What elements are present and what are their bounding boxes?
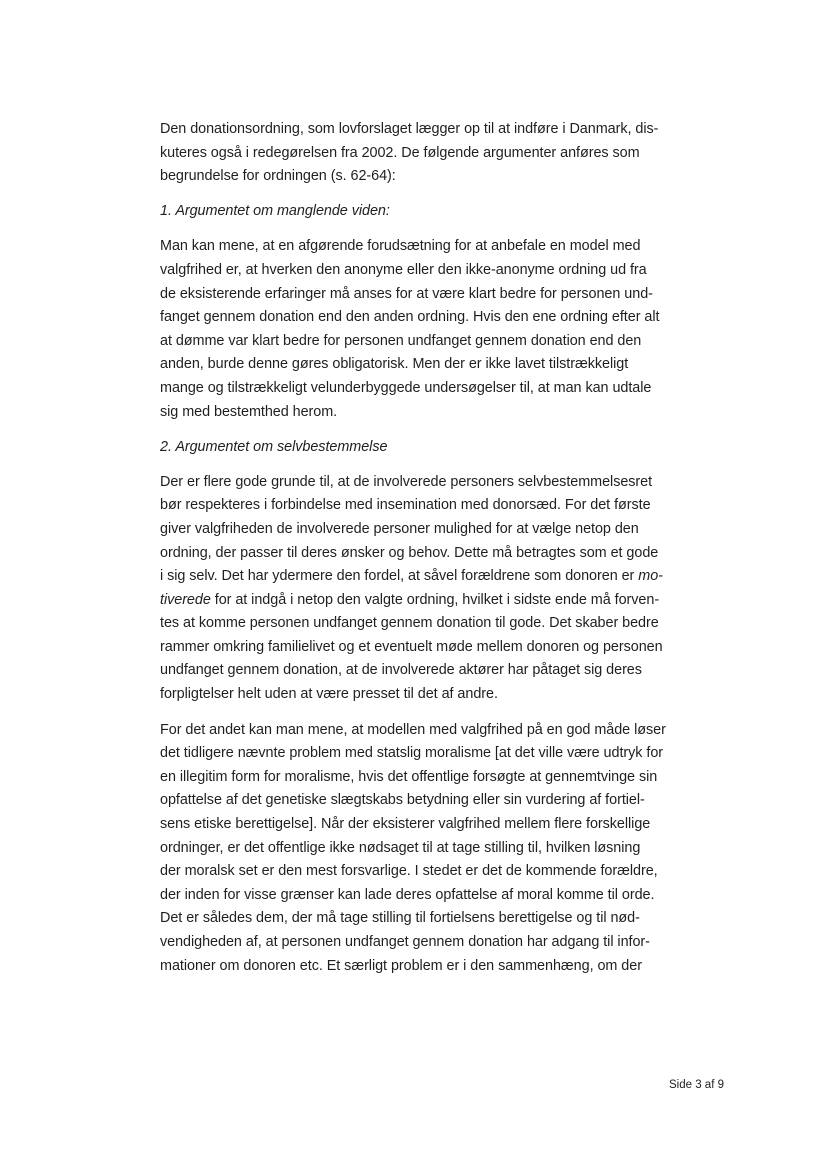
text-line: sens etiske berettigelse]. Når der eksisterer valgfrihed mellem flere forskellige: [160, 816, 651, 833]
text-line: Der er flere gode grunde til, at de involverede personers selvbestemmelsesret: [160, 473, 653, 490]
text-line: mange og tilstrækkeligt velunderbyggede undersøgelser til, at man kan udtale: [160, 379, 652, 396]
intro-paragraph: [160, 118, 660, 189]
text-line: det tidligere nævnte problem med statslig moralisme [at det ville være udtryk for: [160, 745, 664, 762]
text-column: [160, 118, 666, 990]
text-line: begrundelse for ordningen (s. 62-64):: [160, 168, 396, 185]
text-line: For det andet kan man mene, at modellen med valgfrihed på en god måde løser: [160, 721, 666, 738]
text-line: fanget gennem donation end den anden ordning. Hvis den ene ordning efter alt: [160, 309, 660, 326]
text-line: opfattelse af det genetiske slægtskabs betydning eller sin vurdering af fortiel-: [160, 792, 645, 809]
text-line: mationer om donoren etc. Et særligt problem er i den sammenhæng, om der: [160, 957, 642, 974]
text-line: valgfrihed er, at hverken den anonyme eller den ikke-anonyme ordning ud fra: [160, 261, 647, 278]
text-line: de eksisterende erfaringer må anses for at være klart bedre for personen und-: [160, 285, 653, 302]
text-line: en illegitim form for moralisme, hvis det offentlige forsøgte at gennemtvinge sin: [160, 768, 658, 785]
paragraph-1: [160, 235, 660, 424]
italic-segment: tiverede: [160, 591, 211, 608]
text-line: tes at komme personen undfanget gennem donation til gode. Det skaber bedre: [160, 615, 659, 632]
paragraph-3: [160, 719, 666, 979]
text-line: at dømme var klart bedre for personen undfanget gennem donation end den: [160, 332, 642, 349]
text-line: der moralsk set er den mest forsvarlige. I stedet er det de kommende forældre,: [160, 863, 658, 880]
text-line: vendigheden af, at personen undfanget gennem donation har adgang til infor-: [160, 934, 650, 950]
text-line: giver valgfriheden de involverede personer mulighed for at vælge netop den: [160, 520, 639, 537]
text-line: Man kan mene, at en afgørende forudsætning for at anbefale en model med: [160, 238, 641, 255]
text-line: undfanget gennem donation, at de involverede aktører har påtaget sig deres: [160, 662, 642, 679]
paragraph-2: [160, 471, 663, 707]
text-line: kuteres også i redegørelsen fra 2002. De følgende argumenter anføres som: [160, 144, 640, 161]
heading-text: 1. Argumentet om manglende viden:: [160, 203, 390, 220]
section-heading-2: [160, 436, 660, 460]
text-line: [160, 565, 663, 589]
text-segment: for at indgå i netop den valgte ordning, hvilket i sidste ende må forven-: [210, 591, 660, 608]
text-line: der inden for visse grænser kan lade deres opfattelse af moral komme til orde.: [160, 886, 655, 903]
text-segment: i sig selv. Det har ydermere den fordel, at såvel forældrene som donoren er: [160, 568, 639, 585]
text-line: ordninger, er det offentlige ikke nødsaget til at tage stilling til, hvilken løsning: [160, 839, 641, 856]
text-line: [160, 589, 660, 613]
text-line: forpligtelser helt uden at være presset til det af andre.: [160, 686, 498, 703]
text-line: anden, burde denne gøres obligatorisk. Men der er ikke lavet tilstrækkeligt: [160, 356, 629, 373]
text-line: bør respekteres i forbindelse med insemination med donorsæd. For det første: [160, 497, 651, 514]
heading-text: 2. Argumentet om selvbestemmelse: [160, 438, 388, 455]
text-line: rammer omkring familielivet og et eventuelt møde mellem donoren og personen: [160, 638, 663, 655]
text-line: Den donationsordning, som lovforslaget lægger op til at indføre i Danmark, dis-: [160, 121, 659, 137]
section-heading-1: [160, 200, 660, 224]
page-number: Side 3 af 9: [669, 1079, 724, 1091]
text-line: Det er således dem, der må tage stilling til fortielsens berettigelse og til nød-: [160, 910, 640, 927]
italic-segment: mo-: [638, 568, 663, 585]
text-line: ordning, der passer til deres ønsker og behov. Dette må betragtes som et gode: [160, 544, 659, 561]
text-line: sig med bestemthed herom.: [160, 403, 338, 420]
